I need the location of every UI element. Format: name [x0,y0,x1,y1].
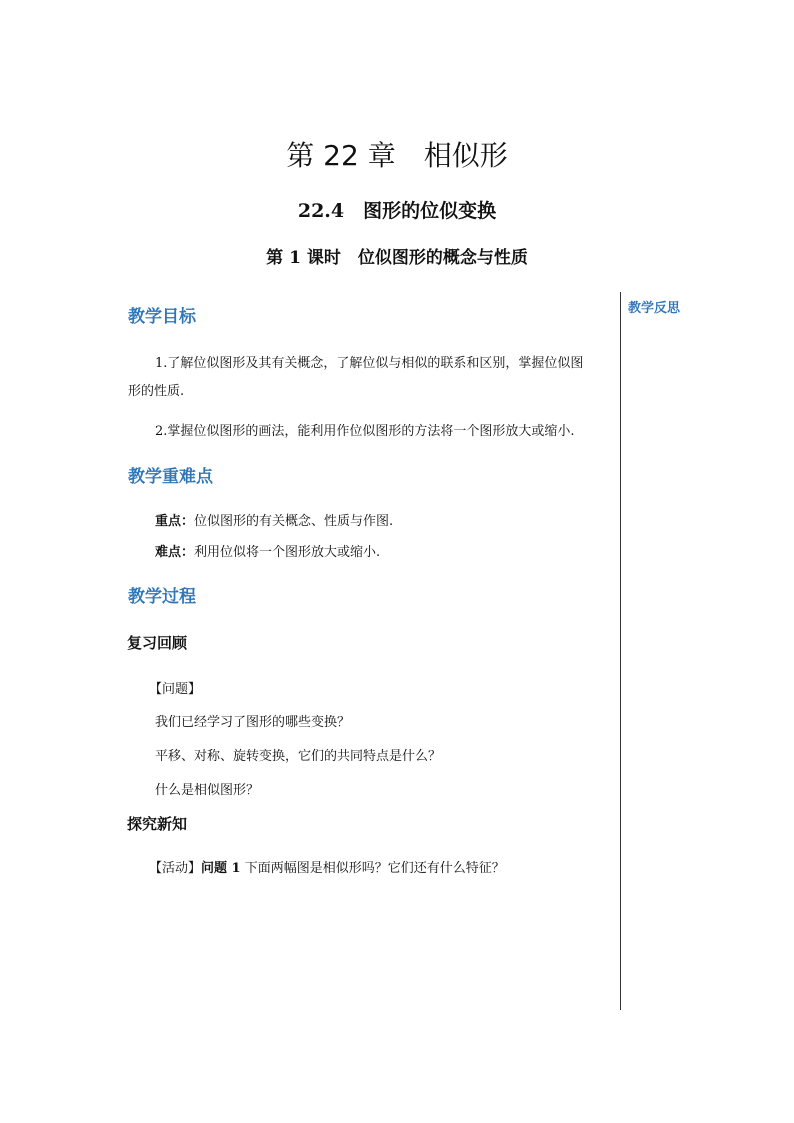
focus-line [155,510,393,529]
objectives-heading: 教学目标 [128,307,196,327]
activity-line [149,857,505,876]
reflection-label: 教学反思 [628,301,681,316]
section-title: 22.4 图形的位似变换 [297,200,497,222]
review-question-1: 我们已经学习了图形的哪些变换？ [155,715,351,730]
difficulty-text: 利用位似将一个图形放大或缩小. [194,545,381,560]
focus-label: 重点： [155,514,195,529]
objective-1-line-1: 1.了解位似图形及其有关概念，了解位似与相似的联系和区别，掌握位似图 [155,356,584,371]
focus-text: 位似图形的有关概念、性质与作图. [194,514,394,529]
question-tag: 【问题】 [149,682,202,697]
problem-label: 问题 1 [201,861,241,876]
process-heading: 教学过程 [128,587,196,607]
objective-1-line-2: 形的性质. [128,384,185,399]
chapter-title: 第 22 章 相似形 [286,139,508,172]
column-divider [620,292,621,1010]
key-points-heading: 教学重难点 [128,467,213,487]
lesson-title: 第 1 课时 位似图形的概念与性质 [266,248,528,268]
problem-text: 下面两幅图是相似形吗？它们还有什么特征？ [240,861,505,876]
explore-heading: 探究新知 [127,815,188,833]
objective-2: 2.掌握位似图形的画法，能利用作位似图形的方法将一个图形放大或缩小. [155,424,575,439]
review-question-2: 平移、对称、旋转变换，它们的共同特点是什么？ [155,749,442,764]
difficulty-line [155,541,380,560]
review-question-3: 什么是相似图形？ [155,783,260,798]
difficulty-label: 难点： [155,545,195,560]
activity-tag: 【活动】 [149,861,202,876]
review-heading: 复习回顾 [127,634,188,652]
